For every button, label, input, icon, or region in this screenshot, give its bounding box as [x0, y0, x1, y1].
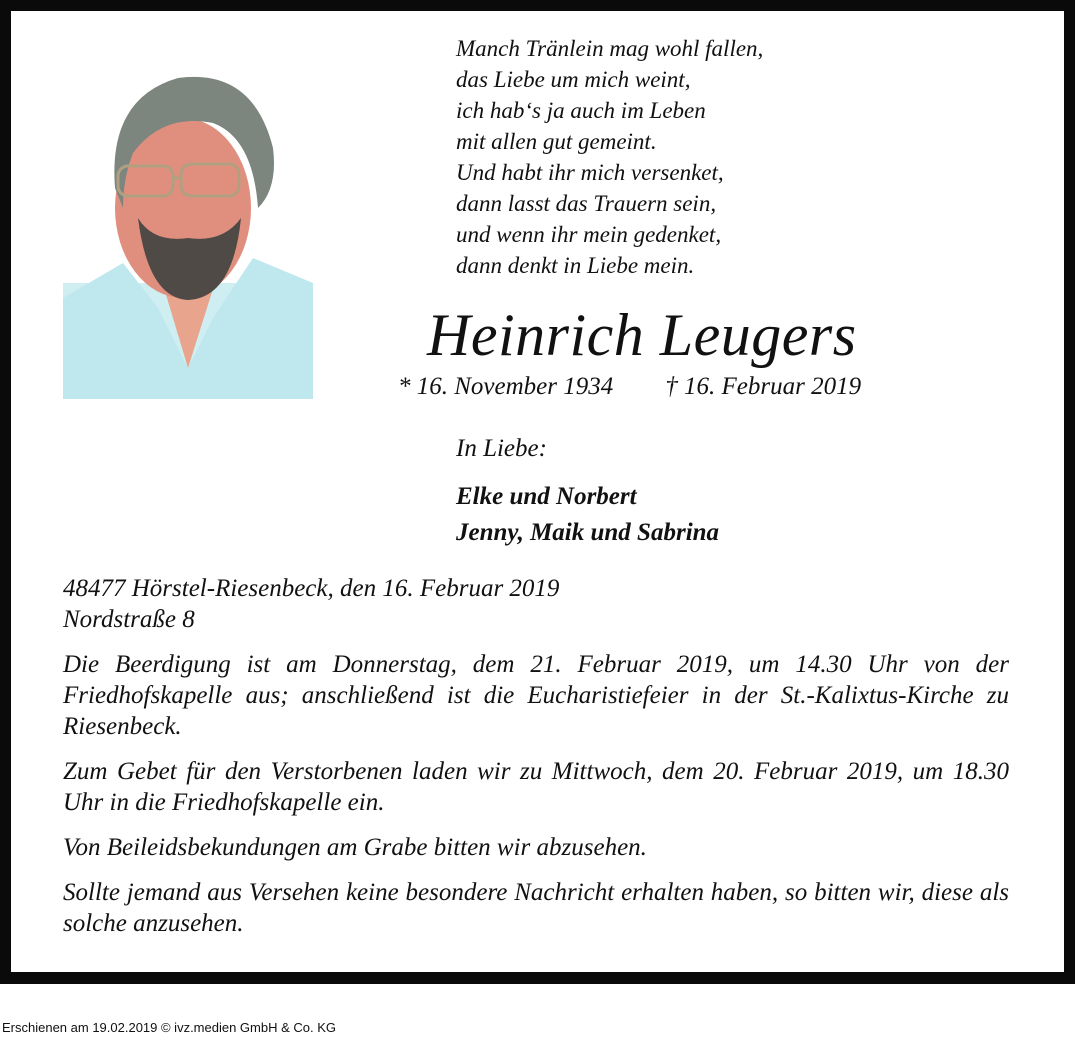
poem-line: Und habt ihr mich versenket, [456, 160, 724, 185]
life-dates [398, 373, 861, 401]
family-member: Elke und Norbert [456, 483, 637, 510]
poem-line: ich hab‘s ja auch im Leben [456, 98, 706, 123]
poem-line: und wenn ihr mein gedenket, [456, 222, 722, 247]
notification-note: Sollte jemand aus Versehen keine besondere Nachricht erhalten haben, so bitten wir, diese als solche anzusehen. [63, 879, 1009, 937]
family-list [456, 479, 719, 551]
poem-line: das Liebe um mich weint, [456, 67, 691, 92]
deceased-name: Heinrich Leugers [427, 302, 857, 368]
birth-date: * 16. November 1934 [398, 373, 614, 400]
poem [456, 33, 763, 281]
portrait-photo [63, 68, 313, 399]
obituary-card [11, 11, 1064, 972]
funeral-info: Die Beerdigung ist am Donnerstag, dem 21. Februar 2019, um 14.30 Uhr von der Friedhofskapelle aus; anschließend ist die Eucharistiefeier in der St.-Kalixtus-Kirche zu Riesenbeck. [63, 651, 1009, 740]
notice-text [63, 573, 1009, 953]
death-date: † 16. Februar 2019 [665, 373, 862, 400]
poem-line: dann denkt in Liebe mein. [456, 253, 695, 278]
prayer-info: Zum Gebet für den Verstorbenen laden wir zu Mittwoch, dem 20. Februar 2019, um 18.30 Uhr in die Friedhofskapelle ein. [63, 758, 1009, 816]
condolence-note: Von Beileidsbekundungen am Grabe bitten wir abzusehen. [63, 834, 647, 861]
publication-footer: Erschienen am 19.02.2019 © ivz.medien GmbH & Co. KG [2, 1020, 337, 1035]
family-member: Jenny, Maik und Sabrina [456, 519, 720, 546]
address: 48477 Hörstel-Riesenbeck, den 16. Februar 2019 Nordstraße 8 [63, 575, 560, 633]
poem-line: Manch Tränlein mag wohl fallen, [456, 36, 764, 61]
poem-line: dann lasst das Trauern sein, [456, 191, 717, 216]
poem-line: mit allen gut gemeint. [456, 129, 657, 154]
in-love-label: In Liebe: [456, 435, 547, 462]
